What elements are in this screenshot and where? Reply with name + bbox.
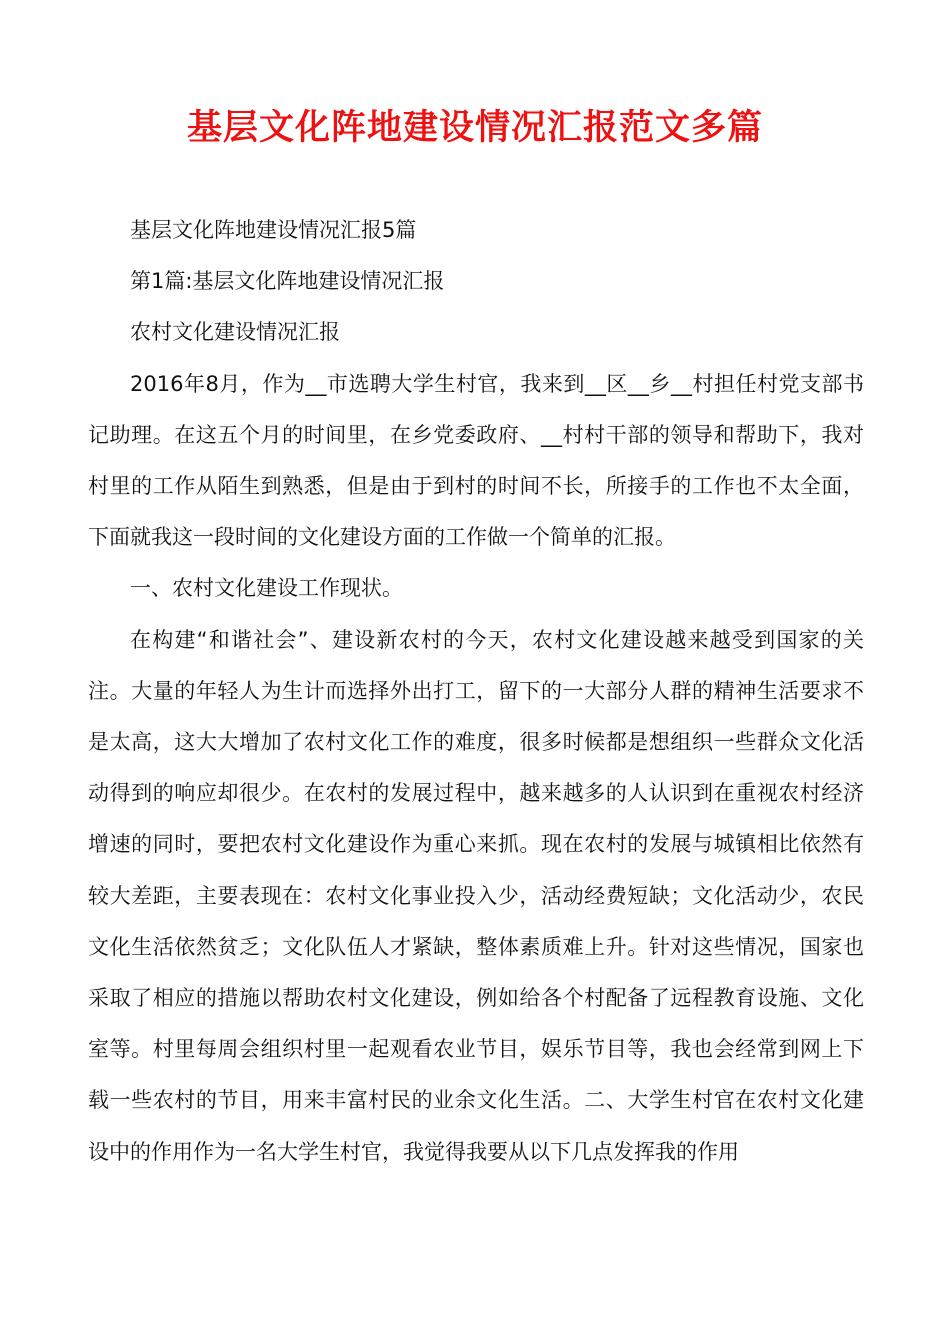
- document-title: 基层文化阵地建设情况汇报范文多篇: [186, 108, 763, 148]
- section-heading: 一、农村文化建设工作现状。: [130, 576, 403, 601]
- paragraph-intro: 2016年8月，作为__市选聘大学生村官，我来到__区__乡__村担任村党支部书记助理。在这五个月的时间里，在乡党委政府、__村村干部的领导和帮助下，我对村里的工作从陌生到熟悉，但是由于到村的时间不长，所接手的工作也不太全面，下面就我这一段时间的文化建设方面的工作做一个简单的汇报。: [88, 371, 864, 550]
- chapter-heading: 第1篇:基层文化阵地建设情况汇报: [130, 269, 445, 294]
- document-body: [88, 205, 864, 1178]
- paragraph-status: 在构建“和谐社会”、建设新农村的今天，农村文化建设越来越受到国家的关注。大量的年轻人为生计而选择外出打工，留下的一大部分人群的精神生活要求不是太高，这大大增加了农村文化工作的难度，很多时候都是想组织一些群众文化活动得到的响应却很少。在农村的发展过程中，越来越多的人认识到在重视农村经济增速的同时，要把农村文化建设作为重心来抓。现在农村的发展与城镇相比依然有较大差距，主要表现在：农村文化事业投入少，活动经费短缺；文化活动少，农民文化生活依然贫乏；文化队伍人才紧缺，整体素质难上升。针对这些情况，国家也采取了相应的措施以帮助农村文化建设，例如给各个村配备了远程教育设施、文化室等。村里每周会组织村里一起观看农业节目，娱乐节目等，我也会经常到网上下载一些农村的节目，用来丰富村民的业余文化生活。二、大学生村官在农村文化建设中的作用作为一名大学生村官，我觉得我要从以下几点发挥我的作用: [88, 627, 864, 1164]
- subtitle: 基层文化阵地建设情况汇报5篇: [130, 218, 417, 242]
- report-title: 农村文化建设情况汇报: [130, 320, 340, 345]
